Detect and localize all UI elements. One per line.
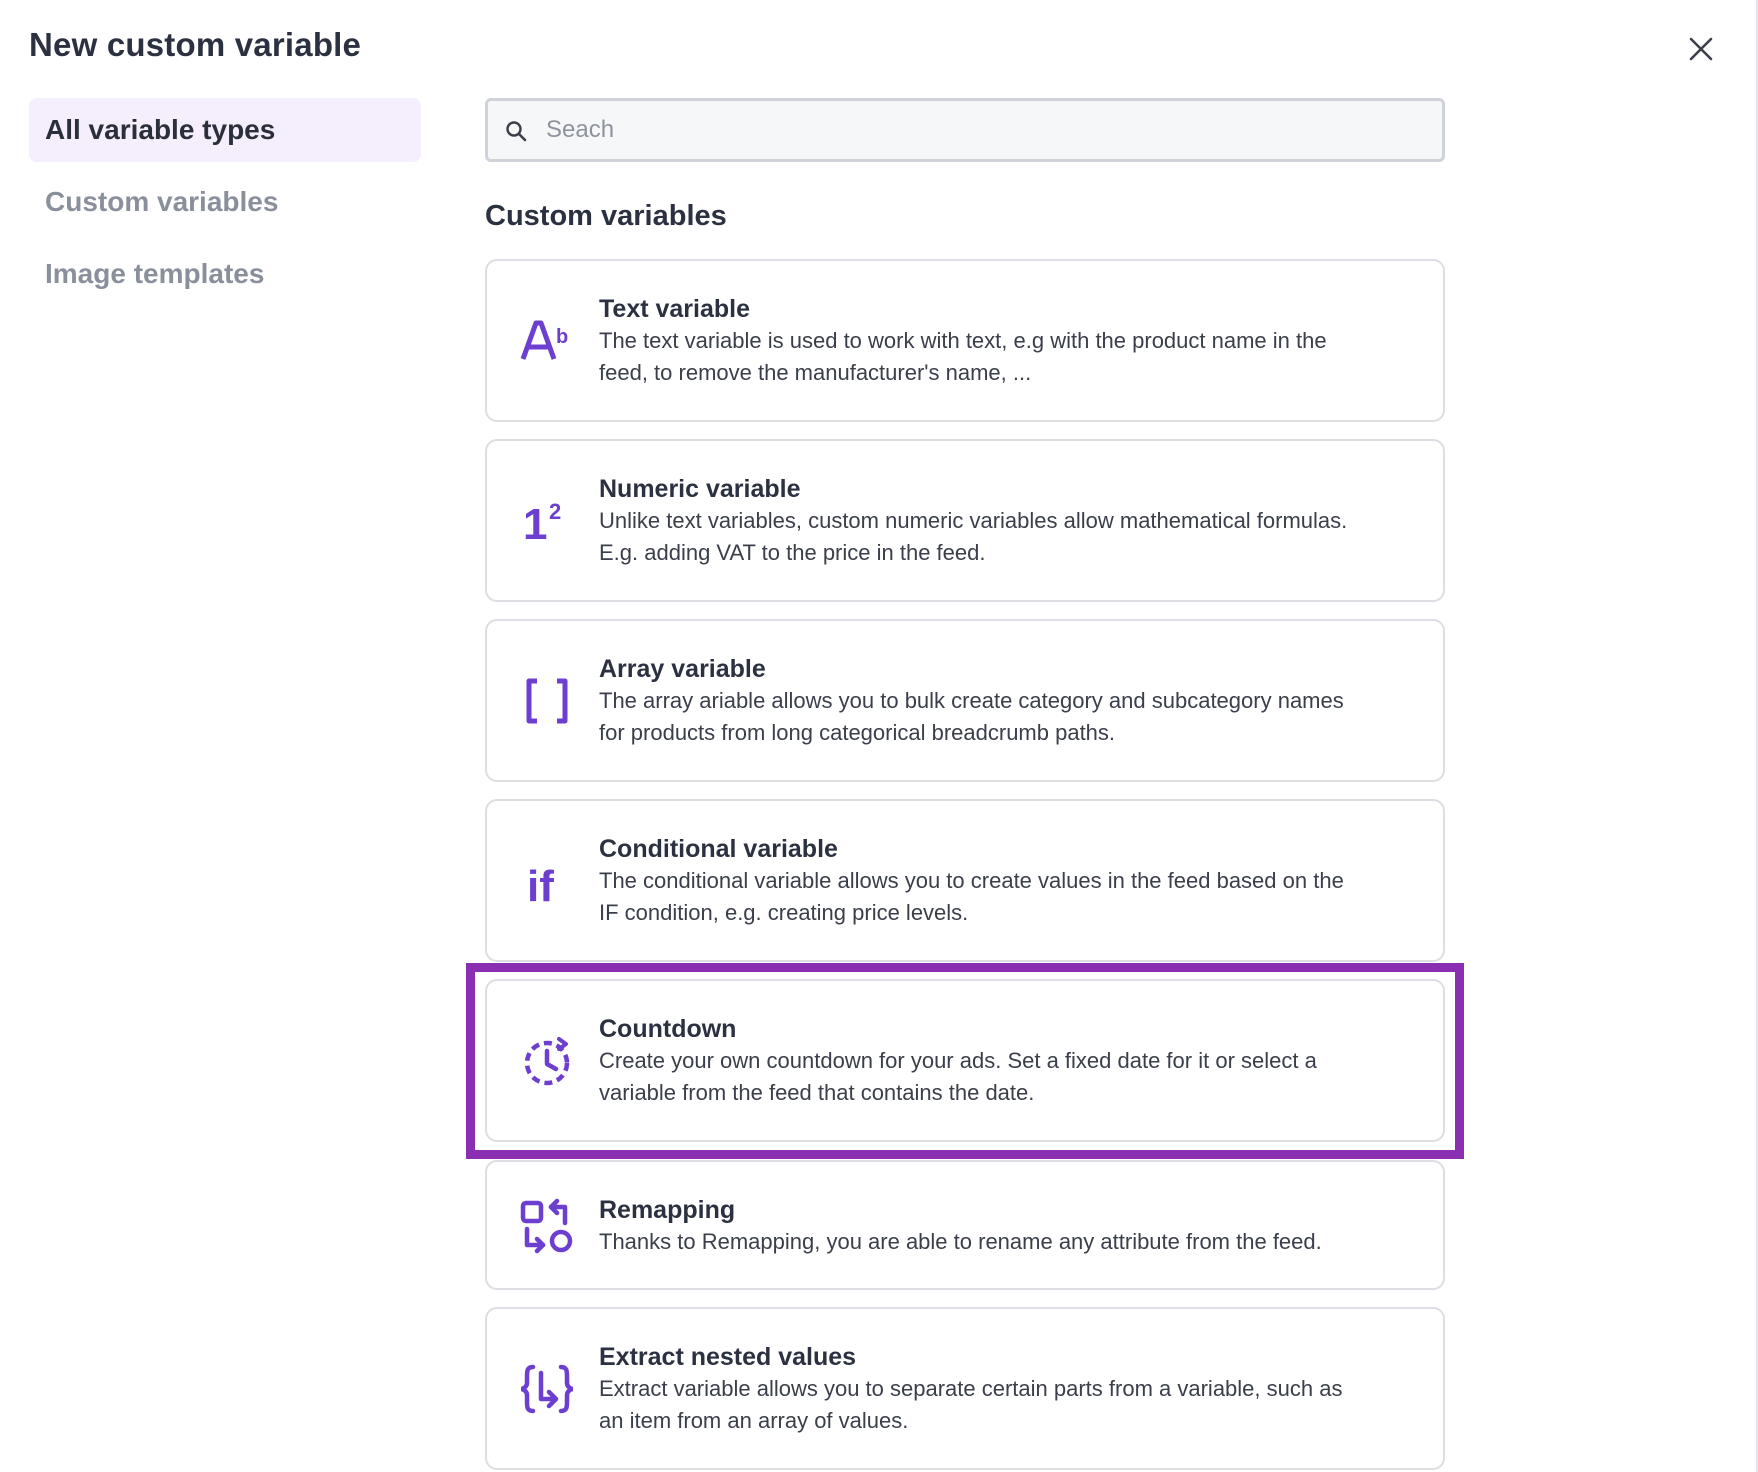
card-name: Text variable [599, 295, 751, 323]
countdown-icon [517, 1031, 577, 1091]
card-description: The text variable is used to work with text, e.g with the product name in the [599, 328, 1327, 353]
search-input[interactable] [546, 101, 1426, 159]
card-name: Conditional variable [599, 835, 838, 863]
svg-text:b: b [556, 326, 569, 348]
card-name: Numeric variable [599, 475, 801, 503]
dialog-title: New custom variable [29, 26, 362, 63]
card-name: Countdown [599, 1015, 737, 1043]
search-icon [504, 119, 528, 143]
card-description: IF condition, e.g. creating price levels. [599, 900, 969, 925]
sidebar-item-all-variable-types[interactable]: All variable types [29, 98, 421, 162]
variable-type-sidebar [29, 98, 421, 314]
close-icon[interactable] [1684, 32, 1718, 66]
card-description: variable from the feed that contains the date. [599, 1080, 1035, 1105]
card-description: for products from long categorical breadcrumb paths. [599, 720, 1116, 745]
card-conditional-variable[interactable] [485, 799, 1445, 962]
sidebar-item-custom-variables[interactable]: Custom variables [45, 186, 279, 217]
section-title: Custom variables [485, 200, 727, 232]
card-extract-nested-values[interactable] [485, 1307, 1445, 1470]
svg-text:2: 2 [549, 499, 562, 524]
text-variable-icon [517, 311, 577, 371]
svg-text:if: if [527, 862, 554, 911]
array-variable-icon [517, 671, 577, 731]
card-description: The array ariable allows you to bulk create category and subcategory names [599, 688, 1344, 713]
card-numeric-variable[interactable] [485, 439, 1445, 602]
extract-nested-values-icon [517, 1359, 577, 1419]
card-remapping[interactable] [485, 1160, 1445, 1290]
card-description: The conditional variable allows you to create values in the feed based on the [599, 868, 1344, 893]
conditional-variable-icon [517, 851, 577, 911]
svg-text:1: 1 [523, 500, 548, 549]
numeric-variable-icon [517, 491, 577, 551]
card-description: Create your own countdown for your ads. Set a fixed date for it or select a [599, 1048, 1317, 1073]
card-description: Unlike text variables, custom numeric variables allow mathematical formulas. [599, 508, 1348, 533]
remapping-icon [517, 1197, 577, 1257]
card-name: Extract nested values [599, 1343, 857, 1371]
card-description: feed, to remove the manufacturer's name, ... [599, 360, 1032, 385]
card-description: Thanks to Remapping, you are able to rename any attribute from the feed. [599, 1229, 1322, 1254]
card-description: an item from an array of values. [599, 1408, 909, 1433]
card-array-variable[interactable] [485, 619, 1445, 782]
card-description: E.g. adding VAT to the price in the feed. [599, 540, 986, 565]
card-text-variable[interactable] [485, 259, 1445, 422]
card-name: Remapping [599, 1196, 736, 1224]
card-name: Array variable [599, 655, 766, 683]
card-countdown[interactable] [485, 979, 1445, 1142]
sidebar-item-image-templates[interactable]: Image templates [45, 258, 265, 289]
card-description: Extract variable allows you to separate certain parts from a variable, such as [599, 1376, 1343, 1401]
search-box [485, 98, 1445, 162]
